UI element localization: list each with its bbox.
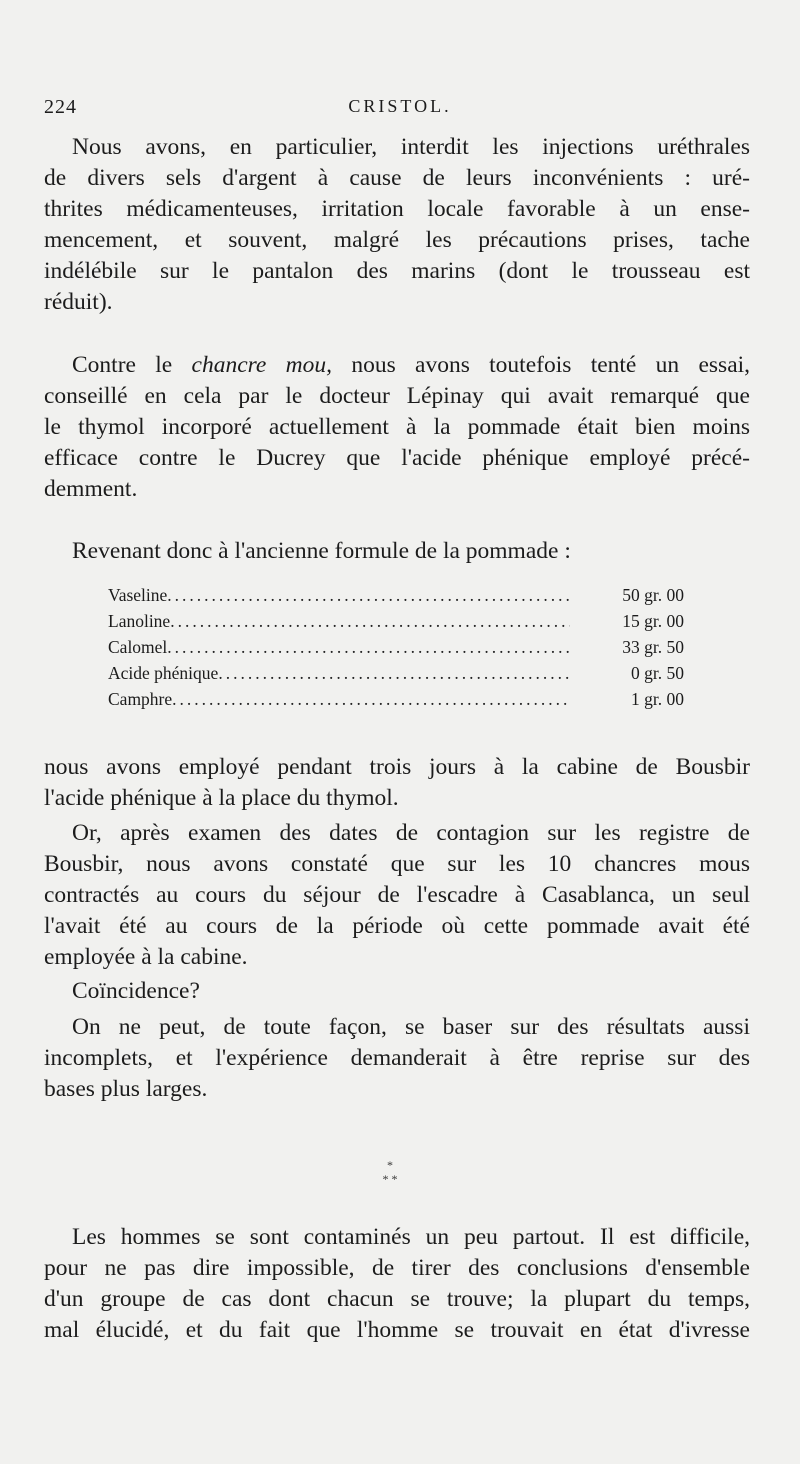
formula-row bbox=[108, 582, 684, 608]
formula-row bbox=[108, 660, 684, 686]
text-line: pour ne pas dire impossible, de tirer des conclusions d'ensemble bbox=[44, 1255, 750, 1281]
text-line: mencement, et souvent, malgré les précautions prises, tache bbox=[44, 227, 750, 253]
text-line: Nous avons, en particulier, interdit les injections uréthrales bbox=[72, 134, 750, 160]
asterism-bottom: * * bbox=[382, 1172, 398, 1186]
text-line: incomplets, et l'expérience demanderait à être reprise sur des bbox=[44, 1045, 750, 1071]
ingredient-quantity: 1 gr. 00 bbox=[631, 689, 684, 709]
page-header bbox=[44, 96, 756, 126]
text-line: l'avait été au cours de la période où cette pommade avait été bbox=[44, 913, 750, 939]
text-line: Coïncidence? bbox=[72, 978, 200, 1004]
dot-leader bbox=[218, 660, 570, 686]
ingredient-name: Camphre bbox=[108, 689, 173, 709]
text-line: réduit). bbox=[44, 289, 113, 315]
ointment-formula bbox=[108, 582, 684, 712]
text-line: de divers sels d'argent à cause de leurs inconvénients : uré- bbox=[44, 165, 750, 191]
paragraph-injections bbox=[44, 132, 750, 318]
text-line bbox=[44, 350, 750, 381]
ingredient-quantity: 0 gr. 50 bbox=[631, 663, 684, 683]
text-line: employée à la cabine. bbox=[44, 944, 248, 970]
ingredient-quantity: 15 gr. 00 bbox=[622, 611, 684, 631]
page-number: 224 bbox=[44, 96, 77, 118]
paragraph-contamination bbox=[44, 1222, 750, 1346]
text-line: bases plus larges. bbox=[44, 1076, 208, 1102]
text-run: nous avons toutefois tenté un essai, bbox=[351, 352, 751, 378]
text-line: thrites médicamenteuses, irritation locale favorable à un ense- bbox=[44, 196, 750, 222]
ingredient-name: Acide phénique bbox=[108, 663, 219, 683]
dot-leader bbox=[170, 608, 570, 634]
text-line: contractés au cours du séjour de l'escadre à Casablanca, un seul bbox=[44, 882, 750, 908]
text-run: Contre le bbox=[72, 352, 173, 378]
italic-term: chancre mou, bbox=[191, 352, 333, 378]
paragraph-coincidence bbox=[44, 976, 750, 1007]
paragraph-contagion-dates bbox=[44, 818, 750, 973]
text-line: indélébile sur le pantalon des marins (dont le trousseau est bbox=[44, 258, 750, 284]
paragraph-bousbir-trial bbox=[44, 752, 750, 814]
paragraph-chancre-mou bbox=[44, 350, 750, 505]
text-line: l'acide phénique à la place du thymol. bbox=[44, 785, 399, 811]
ingredient-name: Vaseline bbox=[108, 585, 168, 605]
running-head: CRISTOL. bbox=[348, 96, 452, 116]
text-line: conseillé en cela par le docteur Lépinay qui avait remarqué que bbox=[44, 383, 750, 409]
section-break-asterism bbox=[360, 1158, 420, 1186]
formula-row bbox=[108, 686, 684, 712]
dot-leader bbox=[172, 686, 570, 712]
text-line: Les hommes se sont contaminés un peu partout. Il est difficile, bbox=[72, 1224, 750, 1250]
ingredient-name: Lanoline bbox=[108, 611, 171, 631]
formula-row bbox=[108, 634, 684, 660]
text-line: demment. bbox=[44, 476, 138, 502]
paragraph-conclusion bbox=[44, 1012, 750, 1105]
text-line: efficace contre le Ducrey que l'acide phénique employé précé- bbox=[44, 445, 750, 471]
asterism-top: * bbox=[387, 1158, 393, 1172]
dot-leader bbox=[167, 634, 570, 660]
text-line: On ne peut, de toute façon, se baser sur des résultats aussi bbox=[72, 1014, 750, 1040]
ingredient-quantity: 50 gr. 00 bbox=[622, 585, 684, 605]
text-line: nous avons employé pendant trois jours à la cabine de Bousbir bbox=[44, 754, 750, 780]
ingredient-quantity: 33 gr. 50 bbox=[622, 637, 684, 657]
dot-leader bbox=[167, 582, 570, 608]
text-line: Bousbir, nous avons constaté que sur les 10 chancres mous bbox=[44, 851, 750, 877]
text-line: le thymol incorporé actuellement à la pommade était bien moins bbox=[44, 414, 750, 440]
paragraph-formula-intro bbox=[44, 536, 750, 567]
ingredient-name: Calomel bbox=[108, 637, 168, 657]
text-line: mal élucidé, et du fait que l'homme se trouvait en état d'ivresse bbox=[44, 1317, 750, 1343]
text-line: d'un groupe de cas dont chacun se trouve; la plupart du temps, bbox=[44, 1286, 750, 1312]
text-line: Or, après examen des dates de contagion sur les registre de bbox=[72, 820, 750, 846]
text-line: Revenant donc à l'ancienne formule de la pommade : bbox=[72, 538, 571, 564]
formula-row bbox=[108, 608, 684, 634]
